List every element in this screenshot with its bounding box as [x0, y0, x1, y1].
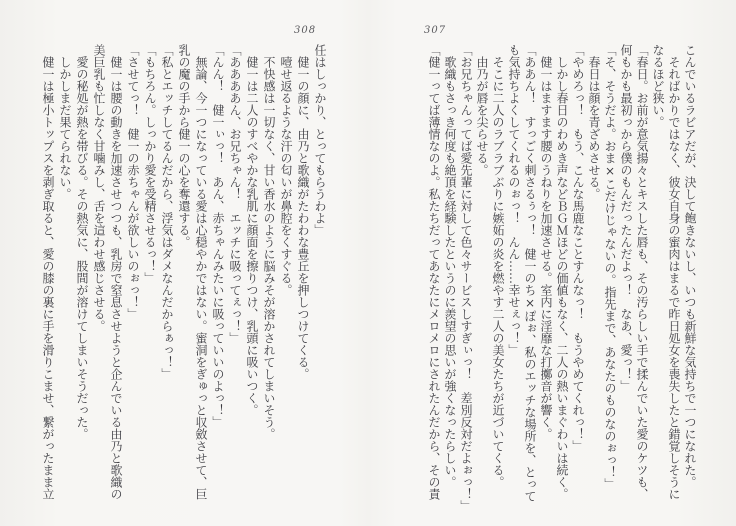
text-column: しかし春日のわめき声などＢＧＭほどの価値もなく、二人の熱いまぐわいは続く。: [555, 56, 569, 500]
text-column: 健一はますます腰のうねりを加速させる。室内に淫靡な打擲音が響く。: [539, 56, 553, 440]
text-column: 「ああん！ すっごく刺さるぅっ！ 健一のち×ぽぉ、私のエッチな場所を、とって: [523, 44, 537, 502]
page-number-right: 307: [424, 25, 447, 36]
text-column: 健一は極小トップスを剥ぎ取ると、愛の膝の裏に手を滑りこませ、繋がったまま立: [41, 56, 55, 500]
text-column: 「春日。お前が意気揚々とキスした唇も、その汚らしい手で揉んでいた愛のケツも、: [635, 44, 649, 500]
text-column: 健一の顔に、由乃と歌織がたわわな豊丘を押しつけてくる。: [296, 56, 310, 380]
text-column: 歌織もさっき何度も絶頂を経験したというのに羨望の思いが強くなったらしい。: [443, 56, 457, 488]
text-column: 「もちろん。しっかり愛を受精させるっ！」: [143, 44, 157, 284]
text-column: 愛の秘処が熱を帯びる。その熱気に、股間が溶けてしまいそうだった。: [75, 56, 89, 440]
text-column: も気持ちよくしてくれるのぉっ！ んん……幸せぇっ！」: [507, 44, 521, 356]
text-column: 無論、今一つになっている愛は心穏やかではない。蜜洞をぎゅっと収斂させて、巨: [194, 56, 208, 500]
text-column: 由乃が唇を尖らせる。: [475, 56, 489, 176]
text-column: 不快感は一切なく、甘い香水のように脳みそが溶かされてしまいそう。: [262, 56, 276, 440]
text-column: 「私とエッチしてるんだから、浮気はダメなんだからぁっ！」: [160, 44, 174, 380]
text-column: 春日は顔を青ざめさせる。: [587, 56, 601, 200]
text-column: 美巨乳も忙しなく甘噛みし、舌を這わせ感じさせる。: [92, 44, 106, 332]
text-column: こんでいるラビアだが、決して飽きないし、いつも新鮮な気持ちで一つになれた。: [683, 44, 697, 488]
text-column: そればかりではなく、彼女自身の蜜肉はまるで昨日処女を喪失したと錯覚しそうに: [667, 56, 681, 500]
text-column: 健一は二人のすべやかな乳肌に顔面を擦りつけ、乳頭に吸いつく。: [245, 56, 259, 416]
text-column: 「お兄ちゃんってば愛先輩に対して色々サービスしすぎぃっ！ 差別反対だよぉっ！」: [459, 44, 473, 512]
page-number-left: 308: [294, 25, 317, 36]
page-left: [36, 44, 328, 518]
text-column: 「ああああん、お兄ちゃん！ エッチに吸ってぇっ！」: [228, 44, 242, 344]
text-column: 噎せ返るような汗の匂いが鼻腔をくすぐる。: [279, 56, 293, 296]
text-column: 「させてっ！ 健一の赤ちゃんが欲しいのぉっ！」: [126, 44, 140, 320]
page-right: [424, 44, 698, 518]
text-column: 「そ、そうだよ。おま×こだけじゃないの。指先まで、あなたのものなのぉっ！」: [603, 44, 617, 490]
text-column: 健一は腰の動きを加速させつつも、乳房で窒息させようと企んでいる由乃と歌織の: [109, 56, 123, 500]
text-column: 任はしっかり、とってもらうわよ」: [313, 44, 327, 236]
text-column: 「んん！ 健一ぃっ！ あん、赤ちゃんみたいに吸っていいのよっ！」: [211, 44, 225, 428]
text-column: なるほど狭い。: [651, 44, 665, 128]
text-column: 「やめろっ！ もう、こんな馬鹿なことすんなっ！ もうやめてくれっ！」: [571, 44, 585, 452]
text-column: 何もかも最初っから僕のもんだったんだよっ！ なあ、愛っ！」: [619, 44, 633, 392]
text-column: 「健一ってば薄情なのよ。私たちだってあなたにメロメロにされたんだから、その責: [427, 44, 441, 500]
text-column: しかしまだ果てられない。: [58, 56, 72, 200]
text-column: 乳の魔の手から健一の心を奪還する。: [177, 44, 191, 248]
text-column: そこに二人のラブラブぶりに嫉妬の炎を燃やす二人の美女たちが近づいてくる。: [491, 56, 505, 488]
